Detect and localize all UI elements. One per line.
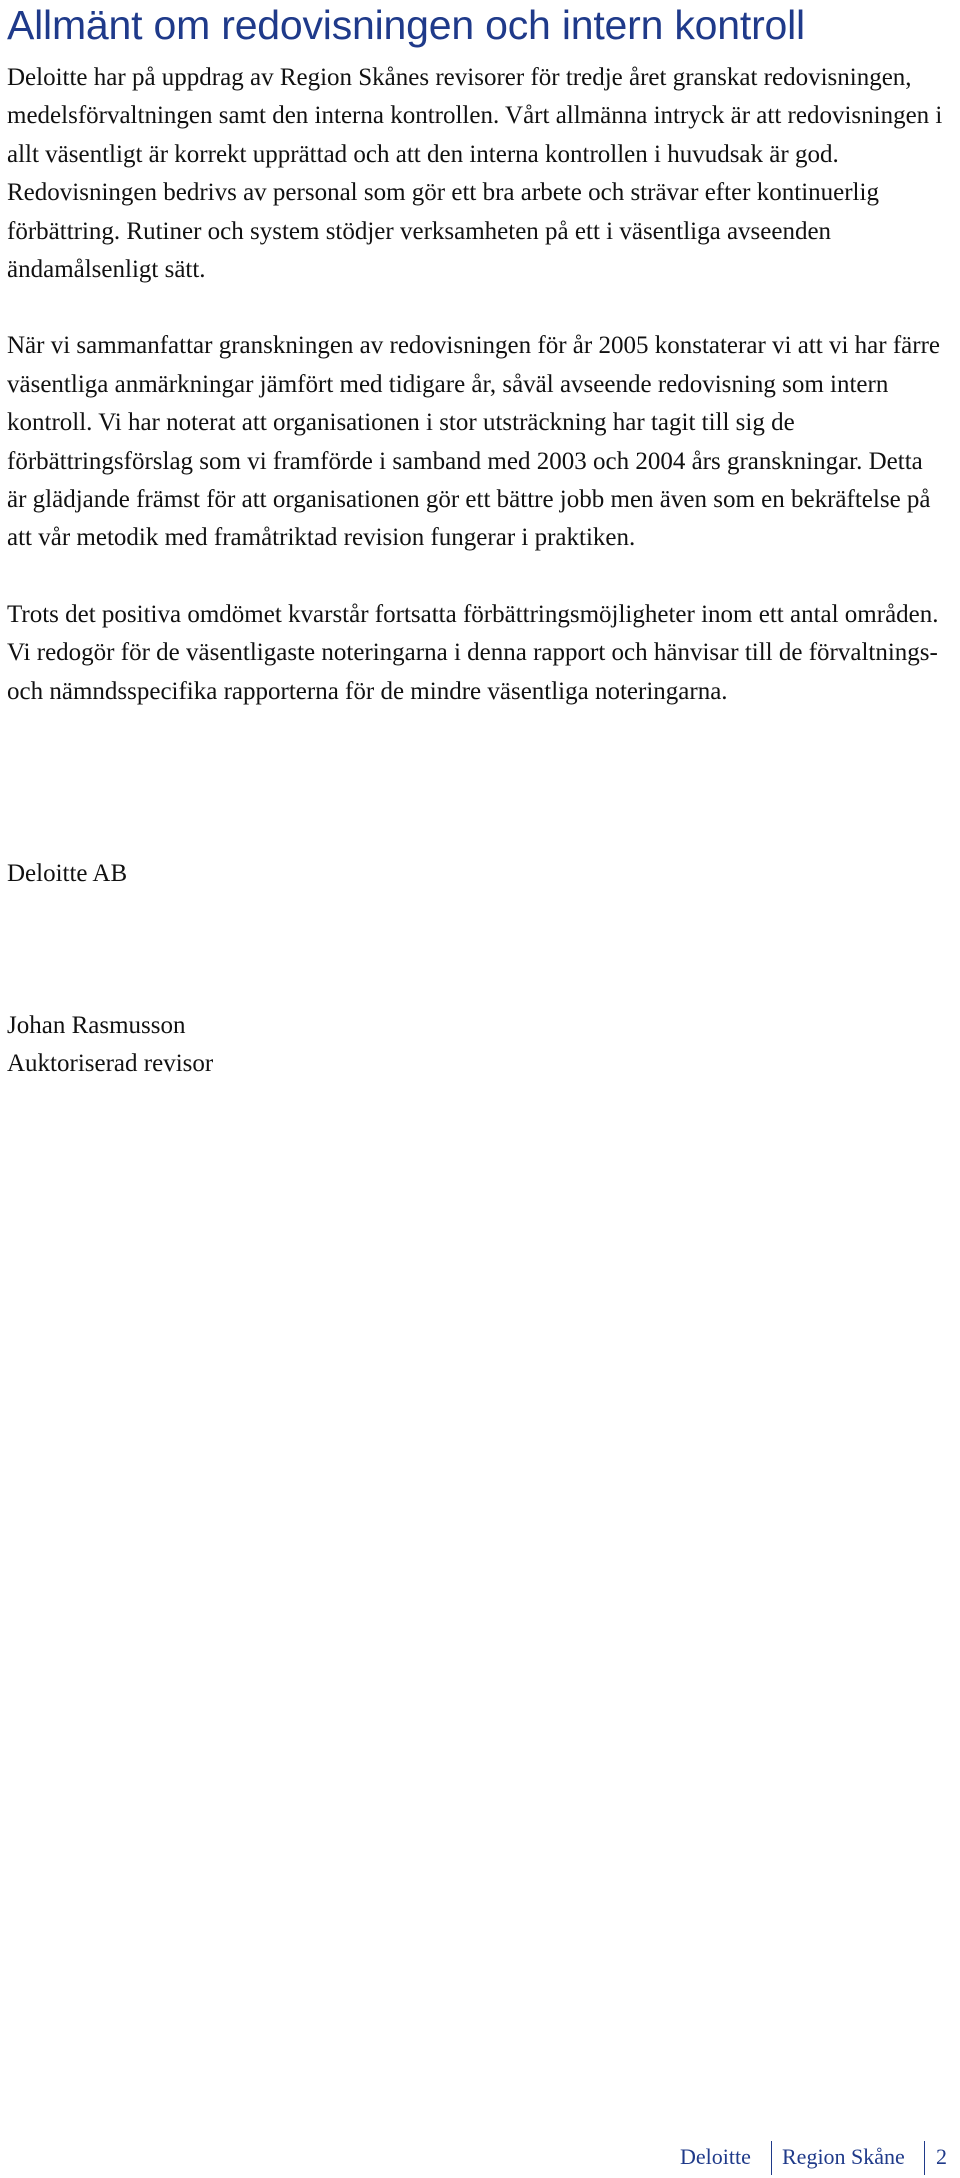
- paragraph-intro: Deloitte har på uppdrag av Region Skånes revisorer för tredje året granskat redovisningen, medelsförvaltningen samt den interna kontrollen. Vårt allmänna intryck är att redovisningen i allt väsentligt är korrekt upprättad och att den interna kontrollen i huvudsak är god. Redovisningen bedrivs av personal som gör ett bra arbete och strävar efter kontinuerlig förbättring. Rutiner och system stödjer verksamheten på ett i väsentliga avseenden ändamålsenligt sätt.: [7, 64, 943, 284]
- signature-block: [7, 1007, 213, 1084]
- page-footer: [0, 2141, 960, 2175]
- footer-brand: Deloitte: [680, 2144, 751, 2169]
- footer-divider: [771, 2141, 772, 2175]
- signer-title: Auktoriserad revisor: [7, 1050, 214, 1078]
- document-page: [7, 0, 947, 711]
- company-name: Deloitte AB: [7, 860, 128, 887]
- footer-client: Region Skåne: [782, 2144, 905, 2169]
- signer-name: Johan Rasmusson: [7, 1012, 186, 1039]
- paragraph-improvements: Trots det positiva omdömet kvarstår fortsatta förbättringsmöjligheter inom ett antal områden. Vi redogör för de väsentligaste noteringarna i denna rapport och hänvisar till de förvaltnings- och nämndsspecifika rapporterna för de mindre väsentliga noteringarna.: [7, 600, 939, 705]
- page-title: Allmänt om redovisningen och intern kontroll: [7, 2, 805, 48]
- page-number: 2: [936, 2144, 947, 2169]
- footer-divider: [924, 2141, 925, 2175]
- paragraph-summary: När vi sammanfattar granskningen av redovisningen för år 2005 konstaterar vi att vi har färre väsentliga anmärkningar jämfört med tidigare år, såväl avseende redovisning som intern kontroll. Vi har noterat att organisationen i stor utsträckning har tagit till sig de förbättringsförslag som vi framförde i samband med 2003 och 2004 års granskningar. Detta är glädjande främst för att organisationen gör ett bättre jobb men även som en bekräftelse på att vår metodik med framåtriktad revision fungerar i praktiken.: [7, 332, 940, 552]
